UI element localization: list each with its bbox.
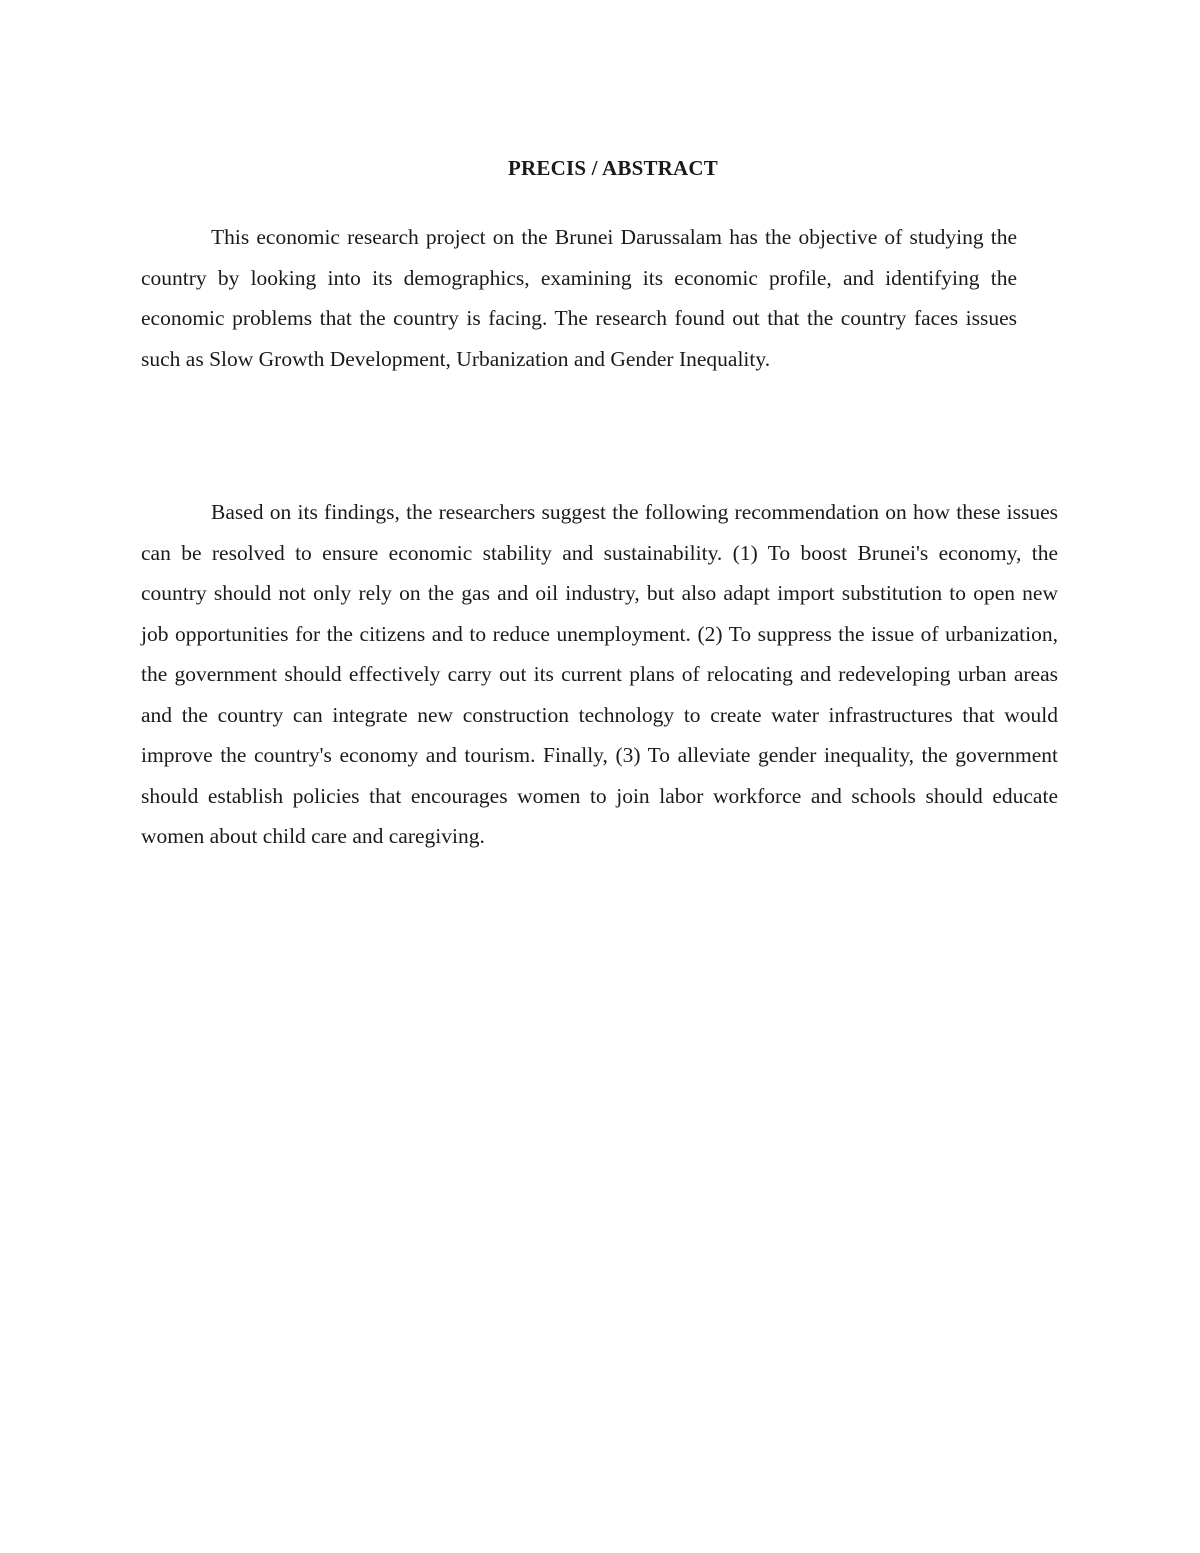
abstract-paragraph-1: This economic research project on the Brunei Darussalam has the objective of studying the country by looking into its demographics, examining its economic profile, and identifying the economic problems that the country is facing. The research found out that the country faces issues such as Slow Growth Development, Urbanization and Gender Inequality. [141,225,1017,371]
page-title: PRECIS / ABSTRACT [508,156,718,180]
abstract-paragraph-2: Based on its findings, the researchers suggest the following recommendation on how these issues can be resolved to ensure economic stability and sustainability. (1) To boost Brunei's economy, the country should not only rely on the gas and oil industry, but also adapt import substitution to open new job opportunities for the citizens and to reduce unemployment. (2) To suppress the issue of urbanization, the government should effectively carry out its current plans of relocating and redeveloping urban areas and the country can integrate new construction technology to create water infrastructures that would improve the country's economy and tourism. Finally, (3) To alleviate gender inequality, the government should establish policies that encourages women to join labor workforce and schools should educate women about child care and caregiving. [141,500,1058,848]
